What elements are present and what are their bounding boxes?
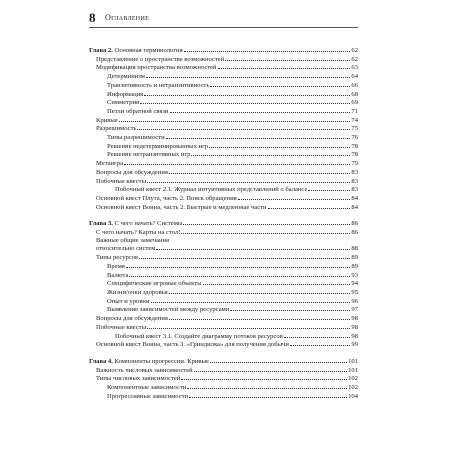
toc-page-number: 102 — [348, 375, 358, 383]
toc-entry-title — [96, 324, 146, 332]
toc-page-number: 68 — [351, 90, 358, 98]
entry-text: Опыт и уровни — [107, 297, 150, 305]
toc-entry-title — [96, 367, 193, 375]
toc-entry-title — [107, 73, 145, 81]
dot-leader — [225, 55, 350, 61]
dot-leader — [170, 107, 351, 113]
toc-page-number: 104 — [348, 392, 358, 400]
toc-entry-title — [89, 220, 182, 228]
dot-leader — [146, 72, 350, 78]
toc-chapter-heading[interactable] — [89, 46, 358, 55]
toc-entry[interactable] — [89, 107, 358, 116]
dot-leader — [284, 332, 351, 338]
toc-entry-title — [89, 358, 209, 366]
toc-entry[interactable] — [89, 168, 358, 177]
toc-entry[interactable] — [89, 374, 358, 383]
toc-page-number: 98 — [351, 315, 358, 323]
chapter-label: Глава 3. — [89, 220, 113, 228]
toc-page-number: 83 — [351, 177, 358, 185]
entry-text: Кривые — [96, 116, 118, 124]
toc-page-number: 98 — [351, 323, 358, 331]
entry-text: Типы разрешимости — [107, 134, 165, 142]
dot-leader — [144, 90, 350, 96]
toc-page-number: 95 — [351, 288, 358, 296]
toc-chapter — [89, 357, 358, 401]
entry-text: Компонентные зависимости — [107, 384, 187, 392]
dot-leader — [169, 288, 351, 294]
dot-leader — [151, 297, 351, 303]
entry-text: Валюта — [107, 271, 129, 279]
dot-leader — [184, 46, 351, 52]
entry-text: Прогрессивные зависимости — [107, 392, 189, 400]
table-of-contents — [89, 46, 358, 408]
toc-page-number: 83 — [351, 168, 358, 176]
toc-entry-title — [96, 245, 155, 253]
toc-page-number: 99 — [351, 341, 358, 349]
toc-entry[interactable] — [89, 72, 358, 81]
toc-entry-title — [96, 64, 217, 72]
toc-entry-title — [107, 143, 208, 151]
toc-entry[interactable] — [89, 203, 358, 212]
chapter-label: Глава 2. — [89, 47, 113, 54]
entry-text: Метаигра — [96, 160, 124, 168]
toc-entry[interactable] — [89, 150, 358, 159]
entry-text: Основной квест Воина, часть 3. «Гриндилка» для получения добычи — [96, 341, 289, 349]
toc-entry[interactable] — [89, 133, 358, 142]
toc-page-number: 97 — [351, 306, 358, 314]
toc-entry-title — [96, 375, 180, 383]
dot-leader — [169, 168, 350, 174]
entry-text: Основной квест Воина, часть 2. Быстрые и медленные части — [96, 203, 267, 211]
toc-entry-title — [107, 393, 188, 401]
dot-leader — [139, 253, 350, 259]
toc-entry-title — [107, 306, 229, 314]
toc-entry-title — [89, 47, 183, 55]
toc-entry[interactable] — [89, 323, 358, 332]
toc-entry-title — [107, 272, 128, 280]
toc-entry[interactable] — [89, 244, 358, 253]
toc-entry[interactable] — [89, 159, 358, 168]
dot-leader — [209, 142, 350, 148]
entry-text: Решение нетранзитивных игр — [107, 151, 191, 159]
entry-text: Решение недетерминированных игр — [107, 142, 209, 150]
chapter-label: Глава 4. — [89, 357, 113, 365]
dot-leader — [210, 81, 350, 87]
toc-entry[interactable] — [89, 279, 358, 288]
toc-page-number: 78 — [351, 151, 358, 159]
toc-entry[interactable] — [89, 55, 358, 64]
entry-text: Основная терминология — [112, 47, 183, 54]
toc-entry-title — [96, 169, 168, 177]
toc-entry-title — [107, 289, 168, 297]
toc-entry[interactable] — [89, 237, 358, 245]
toc-entry[interactable] — [89, 90, 358, 99]
toc-page-number: 62 — [351, 47, 358, 54]
entry-text: Вопросы для обсуждения — [96, 315, 168, 323]
toc-entry[interactable] — [89, 63, 358, 72]
toc-entry-title — [96, 237, 169, 245]
dot-leader — [169, 314, 350, 320]
entry-text: Специфические игровые объекты — [107, 280, 202, 288]
dot-leader — [129, 271, 350, 277]
toc-page-number: 66 — [351, 81, 358, 89]
toc-page-number: 86 — [351, 220, 358, 228]
entry-text: С чего начать? Карты на стол! — [96, 229, 181, 237]
entry-text: Побочный квест 3.1. Создайте диаграмму потоков ресурсов — [115, 332, 283, 340]
toc-page-number: 83 — [351, 186, 358, 194]
toc-page-number: 84 — [351, 194, 358, 202]
entry-text: Транзитивность и нетранзитивность — [107, 81, 210, 89]
toc-entry[interactable] — [89, 297, 358, 306]
toc-entry-title — [96, 315, 168, 323]
dot-leader — [124, 159, 350, 165]
toc-entry-title — [107, 108, 169, 116]
entry-text: Вопросы для обсуждения — [96, 168, 168, 176]
toc-page-number: 86 — [351, 229, 358, 237]
entry-text: Детерминизм — [107, 73, 145, 81]
toc-entry-title — [107, 91, 143, 99]
toc-chapter-heading[interactable] — [89, 357, 358, 366]
entry-text: Представление о пространстве возможностей — [96, 55, 225, 63]
toc-entry-title — [115, 186, 307, 194]
dot-leader — [203, 279, 351, 285]
entry-text: Разрешимость — [96, 125, 137, 133]
toc-entry-title — [107, 280, 202, 288]
entry-text: Петли обратной связи — [107, 107, 169, 115]
toc-page-number: 78 — [351, 142, 358, 150]
dot-leader — [230, 305, 350, 311]
toc-entry[interactable] — [89, 340, 358, 349]
toc-page-number: 88 — [351, 245, 358, 253]
dot-leader — [166, 133, 351, 139]
page-header — [89, 10, 358, 28]
toc-entry[interactable] — [89, 314, 358, 323]
toc-entry[interactable] — [89, 305, 358, 314]
toc-entry-title — [96, 204, 267, 212]
toc-entry[interactable] — [89, 288, 358, 297]
entry-text: Важность числовых зависимостей — [96, 366, 193, 374]
toc-page-number: 84 — [351, 203, 358, 211]
toc-entry[interactable] — [89, 98, 358, 107]
dot-leader — [156, 244, 350, 250]
toc-entry[interactable] — [89, 124, 358, 133]
toc-entry-title — [107, 298, 150, 306]
toc-entry[interactable] — [89, 116, 358, 125]
toc-entry-title — [96, 341, 289, 349]
toc-page-number: 94 — [351, 280, 358, 288]
toc-entry[interactable] — [89, 366, 358, 375]
toc-entry-title — [96, 56, 224, 64]
entry-text: С чего начать? Системы — [112, 220, 183, 228]
entry-text: Время — [107, 262, 125, 270]
toc-page-number: 79 — [351, 160, 358, 168]
dot-leader — [210, 357, 347, 363]
entry-text: Информация — [107, 90, 144, 98]
toc-entry-title — [96, 125, 136, 133]
toc-chapter — [89, 46, 358, 211]
toc-entry[interactable] — [89, 392, 358, 401]
toc-entry[interactable] — [89, 271, 358, 280]
dot-leader — [187, 383, 347, 389]
toc-entry[interactable] — [89, 185, 358, 194]
toc-page-number: 75 — [351, 125, 358, 133]
dot-leader — [126, 262, 351, 268]
toc-entry[interactable] — [89, 142, 358, 151]
toc-entry-title — [107, 134, 165, 142]
entry-text: Побочные квесты — [96, 177, 146, 185]
toc-page-number: 89 — [351, 254, 358, 262]
entry-text: Компоненты прогрессии. Кривые — [112, 357, 209, 365]
dot-leader — [181, 228, 350, 234]
dot-leader — [189, 392, 347, 398]
dot-leader — [268, 203, 351, 209]
toc-entry[interactable] — [89, 253, 358, 262]
entry-text: Симметрия — [107, 99, 140, 107]
entry-text: Побочные квесты — [96, 323, 146, 331]
entry-text: Побочный квест 2.1. Журнал интуитивных представлений о балансе — [115, 186, 308, 194]
toc-page-number: 96 — [351, 297, 358, 305]
dot-leader — [140, 98, 350, 104]
dot-leader — [147, 323, 350, 329]
toc-entry-title — [107, 99, 139, 107]
dot-leader — [191, 150, 350, 156]
toc-page-number: 101 — [348, 366, 358, 374]
dot-leader — [137, 124, 350, 130]
entry-text: Жизни/очки здоровья — [107, 288, 168, 296]
toc-entry[interactable] — [89, 262, 358, 271]
entry-text: Основной квест Плута, часть 2. Поиск обращения — [96, 194, 237, 202]
page-number: 8 — [89, 10, 96, 25]
toc-page-number: 76 — [351, 134, 358, 142]
toc-entry-title — [107, 82, 209, 90]
entry-text: относительно систем — [96, 245, 156, 253]
toc-entry-title — [96, 117, 118, 125]
toc-entry[interactable] — [89, 177, 358, 186]
entry-text: Важные общие замечания — [96, 236, 170, 244]
dot-leader — [194, 366, 347, 372]
entry-text: Выявление зависимостей между ресурсами — [107, 306, 230, 314]
toc-page-number: 62 — [351, 55, 358, 63]
toc-page-number: 74 — [351, 116, 358, 124]
toc-entry[interactable] — [89, 332, 358, 341]
dot-leader — [218, 63, 351, 69]
entry-text: Типы числовых зависимостей — [96, 375, 181, 383]
toc-page-number: 71 — [351, 107, 358, 115]
entry-text: Модификация пространства возможностей — [96, 64, 217, 72]
toc-chapter — [89, 219, 358, 349]
toc-entry-title — [96, 178, 146, 186]
toc-entry-title — [107, 151, 190, 159]
toc-page-number: 102 — [348, 384, 358, 392]
toc-entry[interactable] — [89, 81, 358, 90]
toc-entry-title — [107, 263, 125, 271]
dot-leader — [238, 194, 351, 200]
dot-leader — [308, 185, 350, 191]
toc-entry-title — [115, 333, 283, 341]
toc-page-number: 101 — [348, 357, 358, 365]
dot-leader — [183, 219, 350, 225]
toc-entry[interactable] — [89, 383, 358, 392]
toc-page-number: 69 — [351, 99, 358, 107]
dot-leader — [147, 177, 350, 183]
dot-leader — [181, 374, 347, 380]
toc-entry-title — [96, 195, 237, 203]
running-head: Оглавление — [105, 13, 150, 22]
toc-entry-title — [96, 229, 180, 237]
toc-page-number: 63 — [351, 64, 358, 72]
toc-entry-title — [96, 160, 123, 168]
toc-entry[interactable] — [89, 194, 358, 203]
toc-page-number: 93 — [351, 271, 358, 279]
dot-leader — [119, 116, 351, 122]
toc-page-number: 89 — [351, 262, 358, 270]
entry-text: Типы ресурсов — [96, 254, 139, 262]
toc-entry[interactable] — [89, 228, 358, 237]
toc-chapter-heading[interactable] — [89, 219, 358, 228]
dot-leader — [290, 340, 351, 346]
toc-entry-title — [107, 384, 186, 392]
toc-entry-title — [96, 254, 138, 262]
toc-page-number: 64 — [351, 73, 358, 81]
toc-page-number: 98 — [351, 332, 358, 340]
